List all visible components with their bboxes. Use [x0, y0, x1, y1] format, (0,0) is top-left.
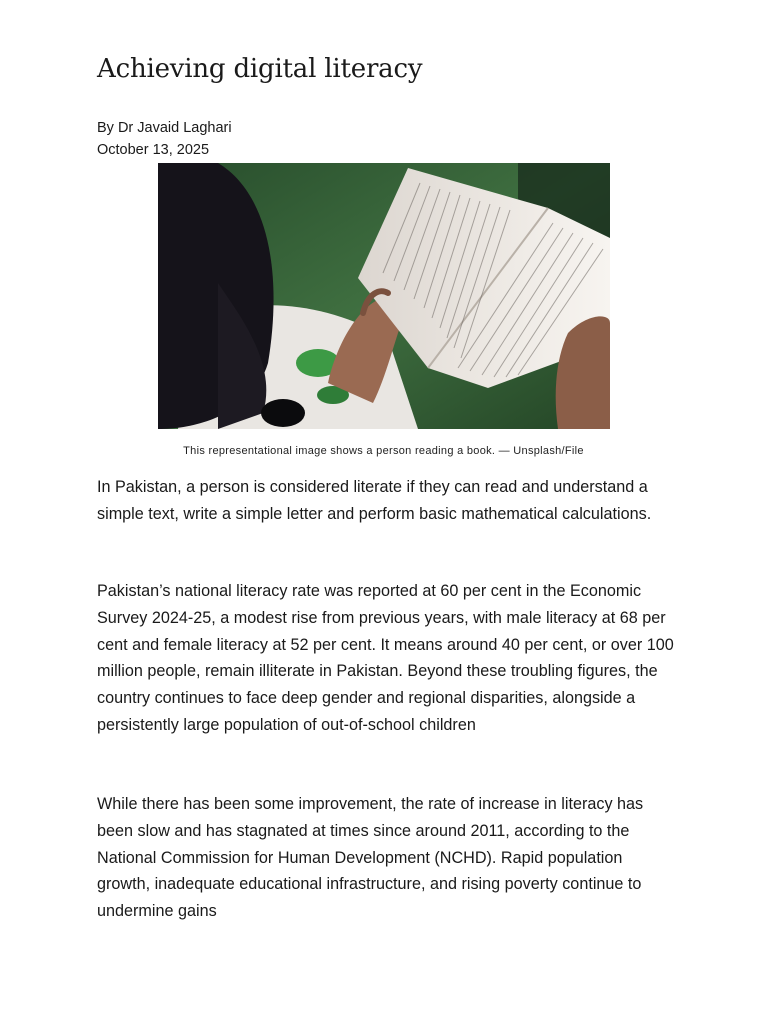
reading-person-illustration — [158, 163, 610, 429]
author-name[interactable]: By Dr Javaid Laghari — [97, 120, 232, 136]
paragraph-1: In Pakistan, a person is considered literate if they can read and understand a simple text, write a simple letter and perform basic mathematical calculations. — [97, 478, 652, 523]
article-image — [158, 163, 610, 429]
article-headline: Achieving digital literacy — [97, 54, 423, 84]
publish-date: October 13, 2025 — [97, 142, 210, 158]
byline-block — [97, 117, 232, 161]
paragraph-3: While there has been some improvement, the rate of increase in literacy has been slow and has stagnated at times since around 2011, according to the National Commission for Human Development (NCHD). Rapid population growth, inadequate educational infrastructure, and rising poverty continue to undermine gains — [97, 795, 644, 921]
image-caption: This representational image shows a person reading a book. — Unsplash/File — [183, 445, 584, 457]
paragraph-2: Pakistan’s national literacy rate was reported at 60 per cent in the Economic Survey 2024-25, a modest rise from previous years, with male literacy at 68 per cent and female literacy at 52 per cent. It means around 40 per cent, or over 100 million people, remain illiterate in Pakistan. Beyond these troubling figures, the country continues to face deep gender and regional disparities, alongside a persistently large population of out-of-school children — [97, 582, 674, 734]
